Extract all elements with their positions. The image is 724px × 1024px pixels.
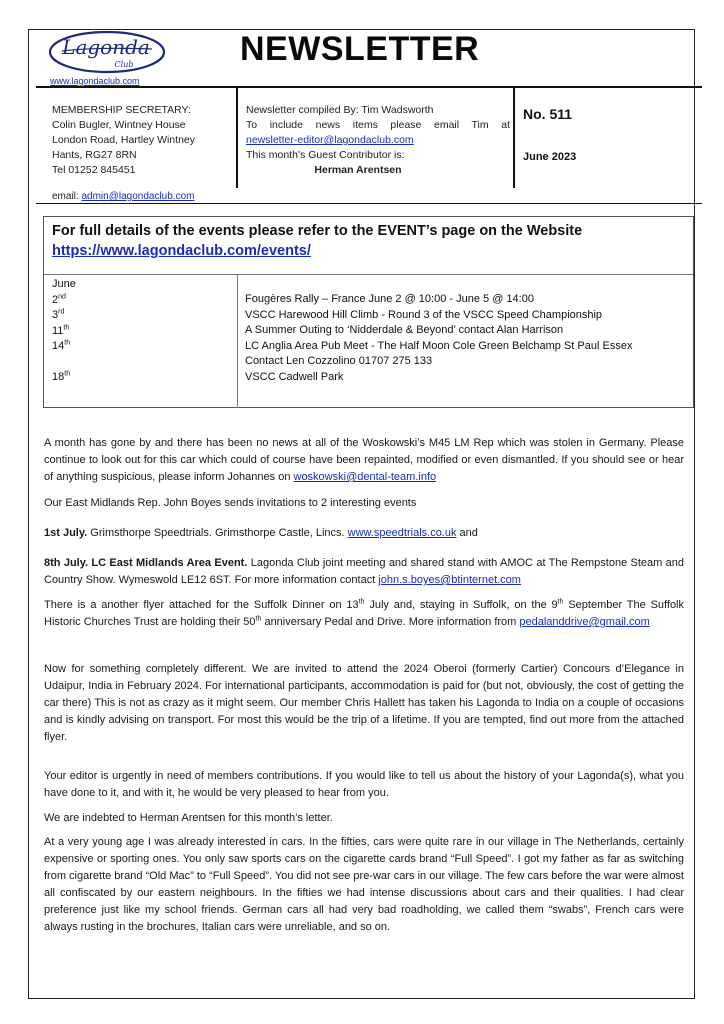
newsletter-title: NEWSLETTER (240, 30, 480, 68)
address-line: Hants, RG27 8RN (52, 149, 137, 161)
events-dates-column (52, 277, 76, 386)
column-divider (513, 88, 515, 188)
event-date: 14th (52, 339, 71, 352)
events-heading: For full details of the events please refer to the EVENT’s page on the Website (52, 223, 583, 239)
paragraph-east-midlands: Our East Midlands Rep. John Boyes sends invitations to 2 interesting events (44, 497, 417, 509)
compiled-by-block (246, 103, 510, 178)
lagonda-club-logo (48, 30, 166, 74)
event-description: A Summer Outing to ‘Nidderdale & Beyond’ contact Alan Harrison (245, 324, 564, 336)
events-heading-block (52, 221, 582, 261)
svg-text:Club: Club (114, 60, 134, 69)
paragraph-guest-letter: At a very young age I was already interested in cars. In the fifties, cars were quite rare in our village in The Netherlands, certainly expensive or sporting ones. You only saw sports cars on the cigarette cards brand “Full Speed”. I got my father as far as switching from cigarette brand “Old Mac” to “Full Speed”. You did not see pre-war cars in our village. The few cars before the war were almost all confiscated by our eastern neighbours. In the fifties we had intense discussions about cars and their qualities. I had clear preference just like my school friends. German cars all had very bad roadholding, we called them “swabs”, French cars were always rusting in the brochures, Italian cars were unreliable, and so on. (44, 836, 684, 933)
column-divider (236, 88, 238, 188)
paragraph-oberoi-concours: Now for something completely different. We are invited to attend the 2024 Oberoi (formerly Cartier) Concours d’Elegance in Udaipur, India in February 2024. For international participants, accommodation is paid for (but not, obviously, the cost of getting the car there) This is not as crazy as it might seem. Our member Chris Hallett has taken his Lagonda to India on a couple of occasions and is kindly advising on transport. For most this would be the trip of a lifetime. If you are tempted, find out more from the attached flyer. (44, 663, 684, 743)
membership-email-line (52, 191, 194, 202)
editor-email-link[interactable]: newsletter-editor@lagondaclub.com (246, 134, 414, 146)
header-divider (36, 86, 702, 88)
event-date: 18th (52, 370, 71, 383)
pedalanddrive-email-link[interactable]: pedalanddrive@gmail.com (519, 616, 650, 628)
paragraph-indebted: We are indebted to Herman Arentsen for this month’s letter. (44, 812, 333, 824)
guest-contributor-name: Herman Arentsen (314, 164, 402, 176)
membership-email-link[interactable]: admin@lagondaclub.com (81, 191, 195, 202)
events-page-link[interactable]: https://www.lagondaclub.com/events/ (52, 243, 311, 259)
include-news-line: To include news items please email Tim at (246, 119, 510, 131)
paragraph-editor-request: Your editor is urgently in need of members contributions. If you would like to tell us about the history of your Lagonda(s), what you have done to it, and with it, he would be very pleased to hear from you. (44, 770, 684, 799)
membership-heading: MEMBERSHIP SECRETARY: (52, 104, 191, 116)
paragraph-1st-july: 1st July. Grimsthorpe Speedtrials. Grimsthorpe Castle, Lincs. www.speedtrials.co.uk and (44, 527, 478, 539)
membership-secretary-block (52, 103, 195, 178)
event-description: Fougères Rally – France June 2 @ 10:00 - June 5 @ 14:00 (245, 293, 534, 305)
paragraph-stolen-car: A month has gone by and there has been no news at all of the Woskowski’s M45 LM Rep which was stolen in Germany. Please continue to look out for this car which could of course have been repainted, modified or even dismantled. If you should see or hear of anything suspicious, please inform Johannes on woskowski@dental-team.info (44, 437, 684, 483)
paragraph-8th-july: 8th July. LC East Midlands Area Event. Lagonda Club joint meeting and shared stand with AMOC at The Rempstone Steam and Country Show. Wymeswold LE12 6ST. For more information contact john.s.boyes@btinternet.com (44, 557, 684, 586)
event-description: Contact Len Cozzolino 01707 275 133 (245, 355, 433, 367)
events-descriptions-column (245, 292, 632, 385)
john-boyes-email-link[interactable]: john.s.boyes@btinternet.com (378, 574, 521, 586)
events-divider (44, 274, 693, 275)
logo-oval-icon (48, 30, 166, 74)
address-line: London Road, Hartley Wintney (52, 134, 195, 146)
svg-text:Lagonda: Lagonda (62, 35, 150, 59)
event-date: 2nd (52, 292, 66, 306)
woskowski-email-link[interactable]: woskowski@dental-team.info (293, 471, 437, 483)
info-divider (36, 203, 702, 204)
events-column-divider (237, 274, 238, 408)
guest-contributor-label: This month’s Guest Contributor is: (246, 149, 405, 161)
event-description: VSCC Cadwell Park (245, 370, 344, 383)
issue-number: No. 511 (523, 106, 573, 122)
address-line: Colin Bugler, Wintney House (52, 119, 186, 131)
compiled-by-line: Newsletter compiled By: Tim Wadsworth (246, 104, 434, 116)
event-description: LC Anglia Area Pub Meet - The Half Moon Cole Green Belchamp St Paul Essex (245, 339, 633, 352)
website-link[interactable]: www.lagondaclub.com (50, 76, 140, 86)
events-box (43, 216, 694, 408)
speedtrials-link[interactable]: www.speedtrials.co.uk (347, 527, 457, 539)
event-date: 3rd (52, 308, 65, 321)
event-date: 11th (52, 323, 70, 337)
event-description: VSCC Harewood Hill Climb - Round 3 of the VSCC Speed Championship (245, 308, 603, 321)
paragraph-suffolk: There is a another flyer attached for the Suffolk Dinner on 13th July and, staying in Suffolk, on the 9th September The Suffolk Historic Churches Trust are holding their 50th anniversary Pedal and Drive. More information from pedalanddrive@gmail.com (44, 598, 684, 628)
email-label: email: (52, 191, 79, 202)
issue-date: June 2023 (523, 151, 577, 163)
event-month: June (52, 278, 76, 290)
phone-line: Tel 01252 845451 (52, 164, 136, 176)
